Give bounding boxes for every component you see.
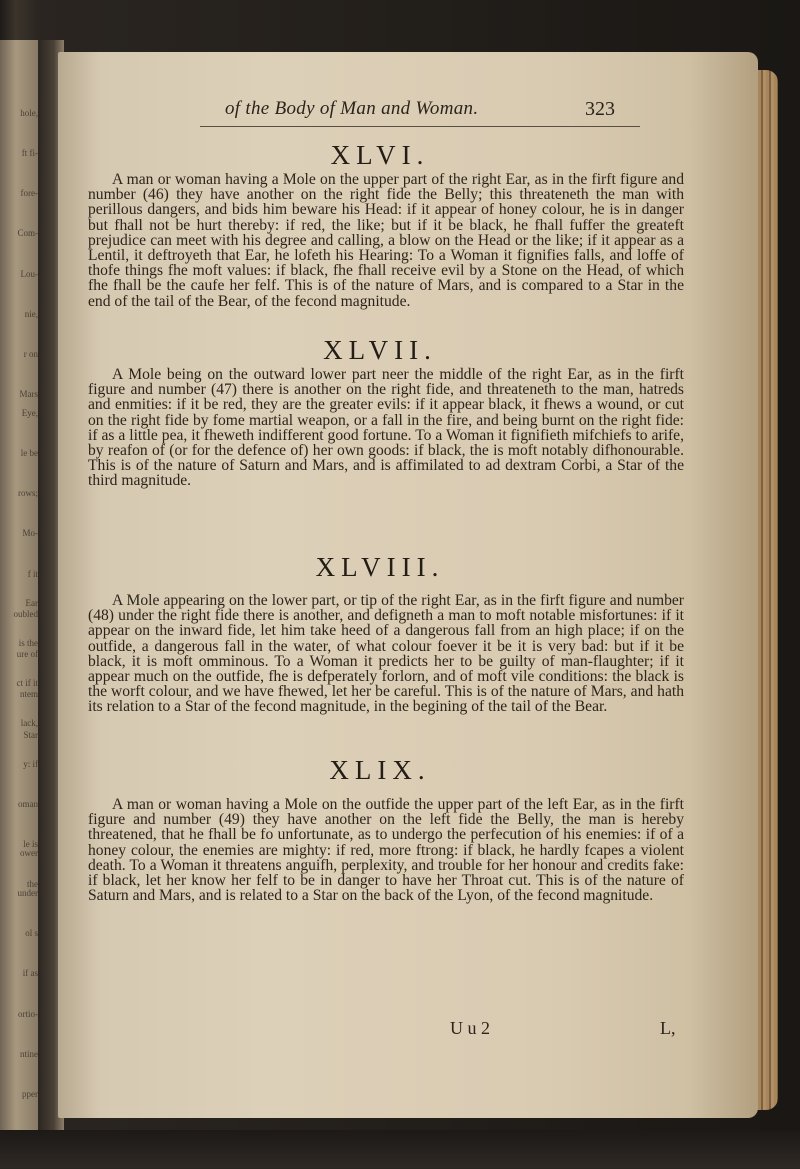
section-paragraph-46: A man or woman having a Mole on the upper part of the right Ear, as in the firft figure and number (46) they have another on the right fide the Belly; this threateneth the man with perillous dangers, and bids him beware his Head: if it appear of honey colour, he is in danger but fhall not be hurt thereby: if red, the like; but if it be black, he fhall fuffer the greateft prejudice can meet with his degree and calling, a blow on the Head or the like; if it appear as a Lentil, it deftroyeth that Ear, he lofeth his Hearing: To a Woman it fignifies falls, and loffe of thofe things fhe moft values: if black, fhe fhall receive evil by a Stone on the Head, of which fhe fhall be the caufe her felf. This is of the nature of Mars, and is compared to a Star in the end of the tail of the Bear, of the fecond magnitude. [88, 171, 684, 310]
running-head-title: of the Body of Man and Woman. [225, 98, 479, 119]
fragment-line: le is [23, 839, 38, 850]
fragment-line: lack, [20, 718, 38, 729]
section-heading-48: XLVIII. [315, 552, 445, 582]
section-heading-49: XLIX. [329, 755, 431, 785]
fragment-line: ortio- [18, 1008, 38, 1019]
fragment-line: Mars [19, 389, 38, 400]
fragment-line: r on [23, 349, 38, 360]
signature-mark: U u 2 [450, 1018, 490, 1038]
header-rule [200, 126, 640, 127]
fragment-line: Eye, [21, 407, 38, 418]
fragment-line: Star [23, 729, 38, 740]
fragment-line: hole, [20, 107, 38, 118]
fragment-line: ft fi- [21, 148, 38, 159]
page-number: 323 [585, 98, 615, 120]
fragment-line: y: if [23, 758, 38, 769]
left-page-edge [0, 40, 40, 1130]
fragment-line: pper [22, 1089, 38, 1100]
scan-bottom-margin [0, 1130, 800, 1168]
fragment-line: under [17, 888, 38, 899]
fragment-line: rows; [18, 488, 38, 499]
fragment-line: f it [27, 568, 38, 579]
section-paragraph-48: A Mole appearing on the lower part, or tip of the right Ear, as in the firft figure and number (48) under the right fide there is another, and defigneth a man to moft notable misfortunes: if it appear on the inward fide, let him take heed of a dangerous fall from an high place; if on the outfide, a dangerous fall in the water, of what colour foever it be it is very bad: but if it be black, it is moft omminous. To a Woman it predicts her to be guilty of man-flaughter; if it appear much on the outfide, fhe is defperately forlorn, and of moft vile conditions: the black is the worft colour, and we have fhewed, let her be careful. This is of the nature of Mars, and hath its relation to a Star of the fecond magnitude, in the begining of the tail of the Bear. [88, 592, 684, 716]
left-page-fragment-4 [2, 820, 38, 1169]
section-paragraph-47: A Mole being on the outward lower part neer the middle of the right Ear, as in the firft figure and number (47) there is another on the right fide, and threateneth to the man, hatreds and enmities: if it be red, they are the greater evils: if it appear black, it fhews a wound, or cut on the right fide by fome martial weapon, or a fall in the fire, and being burnt on the right fide: if as a little pea, it fheweth indifferent good fortune. To a Woman it fignifieth mifchiefs to arife, by reafon of (or for the defence of) her own goods: if black, the is moft notably difhonourable. This is of the nature of Saturn and Mars, and is affimilated to ad dextram Corbi, a Star of the third magnitude. [88, 366, 684, 490]
fragment-line: oubled [13, 608, 38, 619]
fragment-line: Lou- [20, 268, 38, 279]
fragment-line: ntine [20, 1048, 38, 1059]
fragment-line: ntem [20, 689, 38, 700]
section-paragraph-49: A man or woman having a Mole on the outfide the upper part of the left Ear, as in the firft figure and number (49) they have another on the left fide the Belly, the man is hereby threatened, that he fhall be fo unfortunate, as to undergo the perfecution of his enemies: if of a honey colour, the enemies are mighty: if red, more ftrong: if black, he hardly fcapes a violent death. To a Woman it threatens anguifh, perplexity, and trouble for her honour and credits fake: if black, let her know her felf to be in danger to have her Throat cut. This is of the nature of Saturn and Mars, and is related to a Star on the back of the Lyon, of the fecond magnitude. [88, 796, 684, 905]
running-head [200, 96, 660, 126]
fragment-line: ure of [16, 649, 38, 660]
section-heading-47: XLVII. [323, 335, 437, 365]
fragment-line: is the [18, 638, 38, 649]
fragment-line: if as [22, 968, 38, 979]
catchword: L, [660, 1018, 676, 1038]
fragment-line: Ear [25, 597, 38, 608]
fragment-line: Com- [17, 228, 38, 239]
fragment-line: le be [20, 448, 38, 459]
fragment-line: nie, [24, 308, 38, 319]
fragment-line: fore- [20, 188, 38, 199]
section-heading-46: XLVI. [330, 140, 430, 170]
fragment-line: ower [20, 847, 38, 858]
fragment-line: Mo- [22, 528, 38, 539]
left-page-fragment-1 [2, 80, 38, 429]
fragment-line: the [27, 879, 38, 890]
fragment-line: ol s [25, 928, 38, 939]
fragment-line: ct if it [16, 678, 38, 689]
fragment-line: oman [18, 798, 38, 809]
